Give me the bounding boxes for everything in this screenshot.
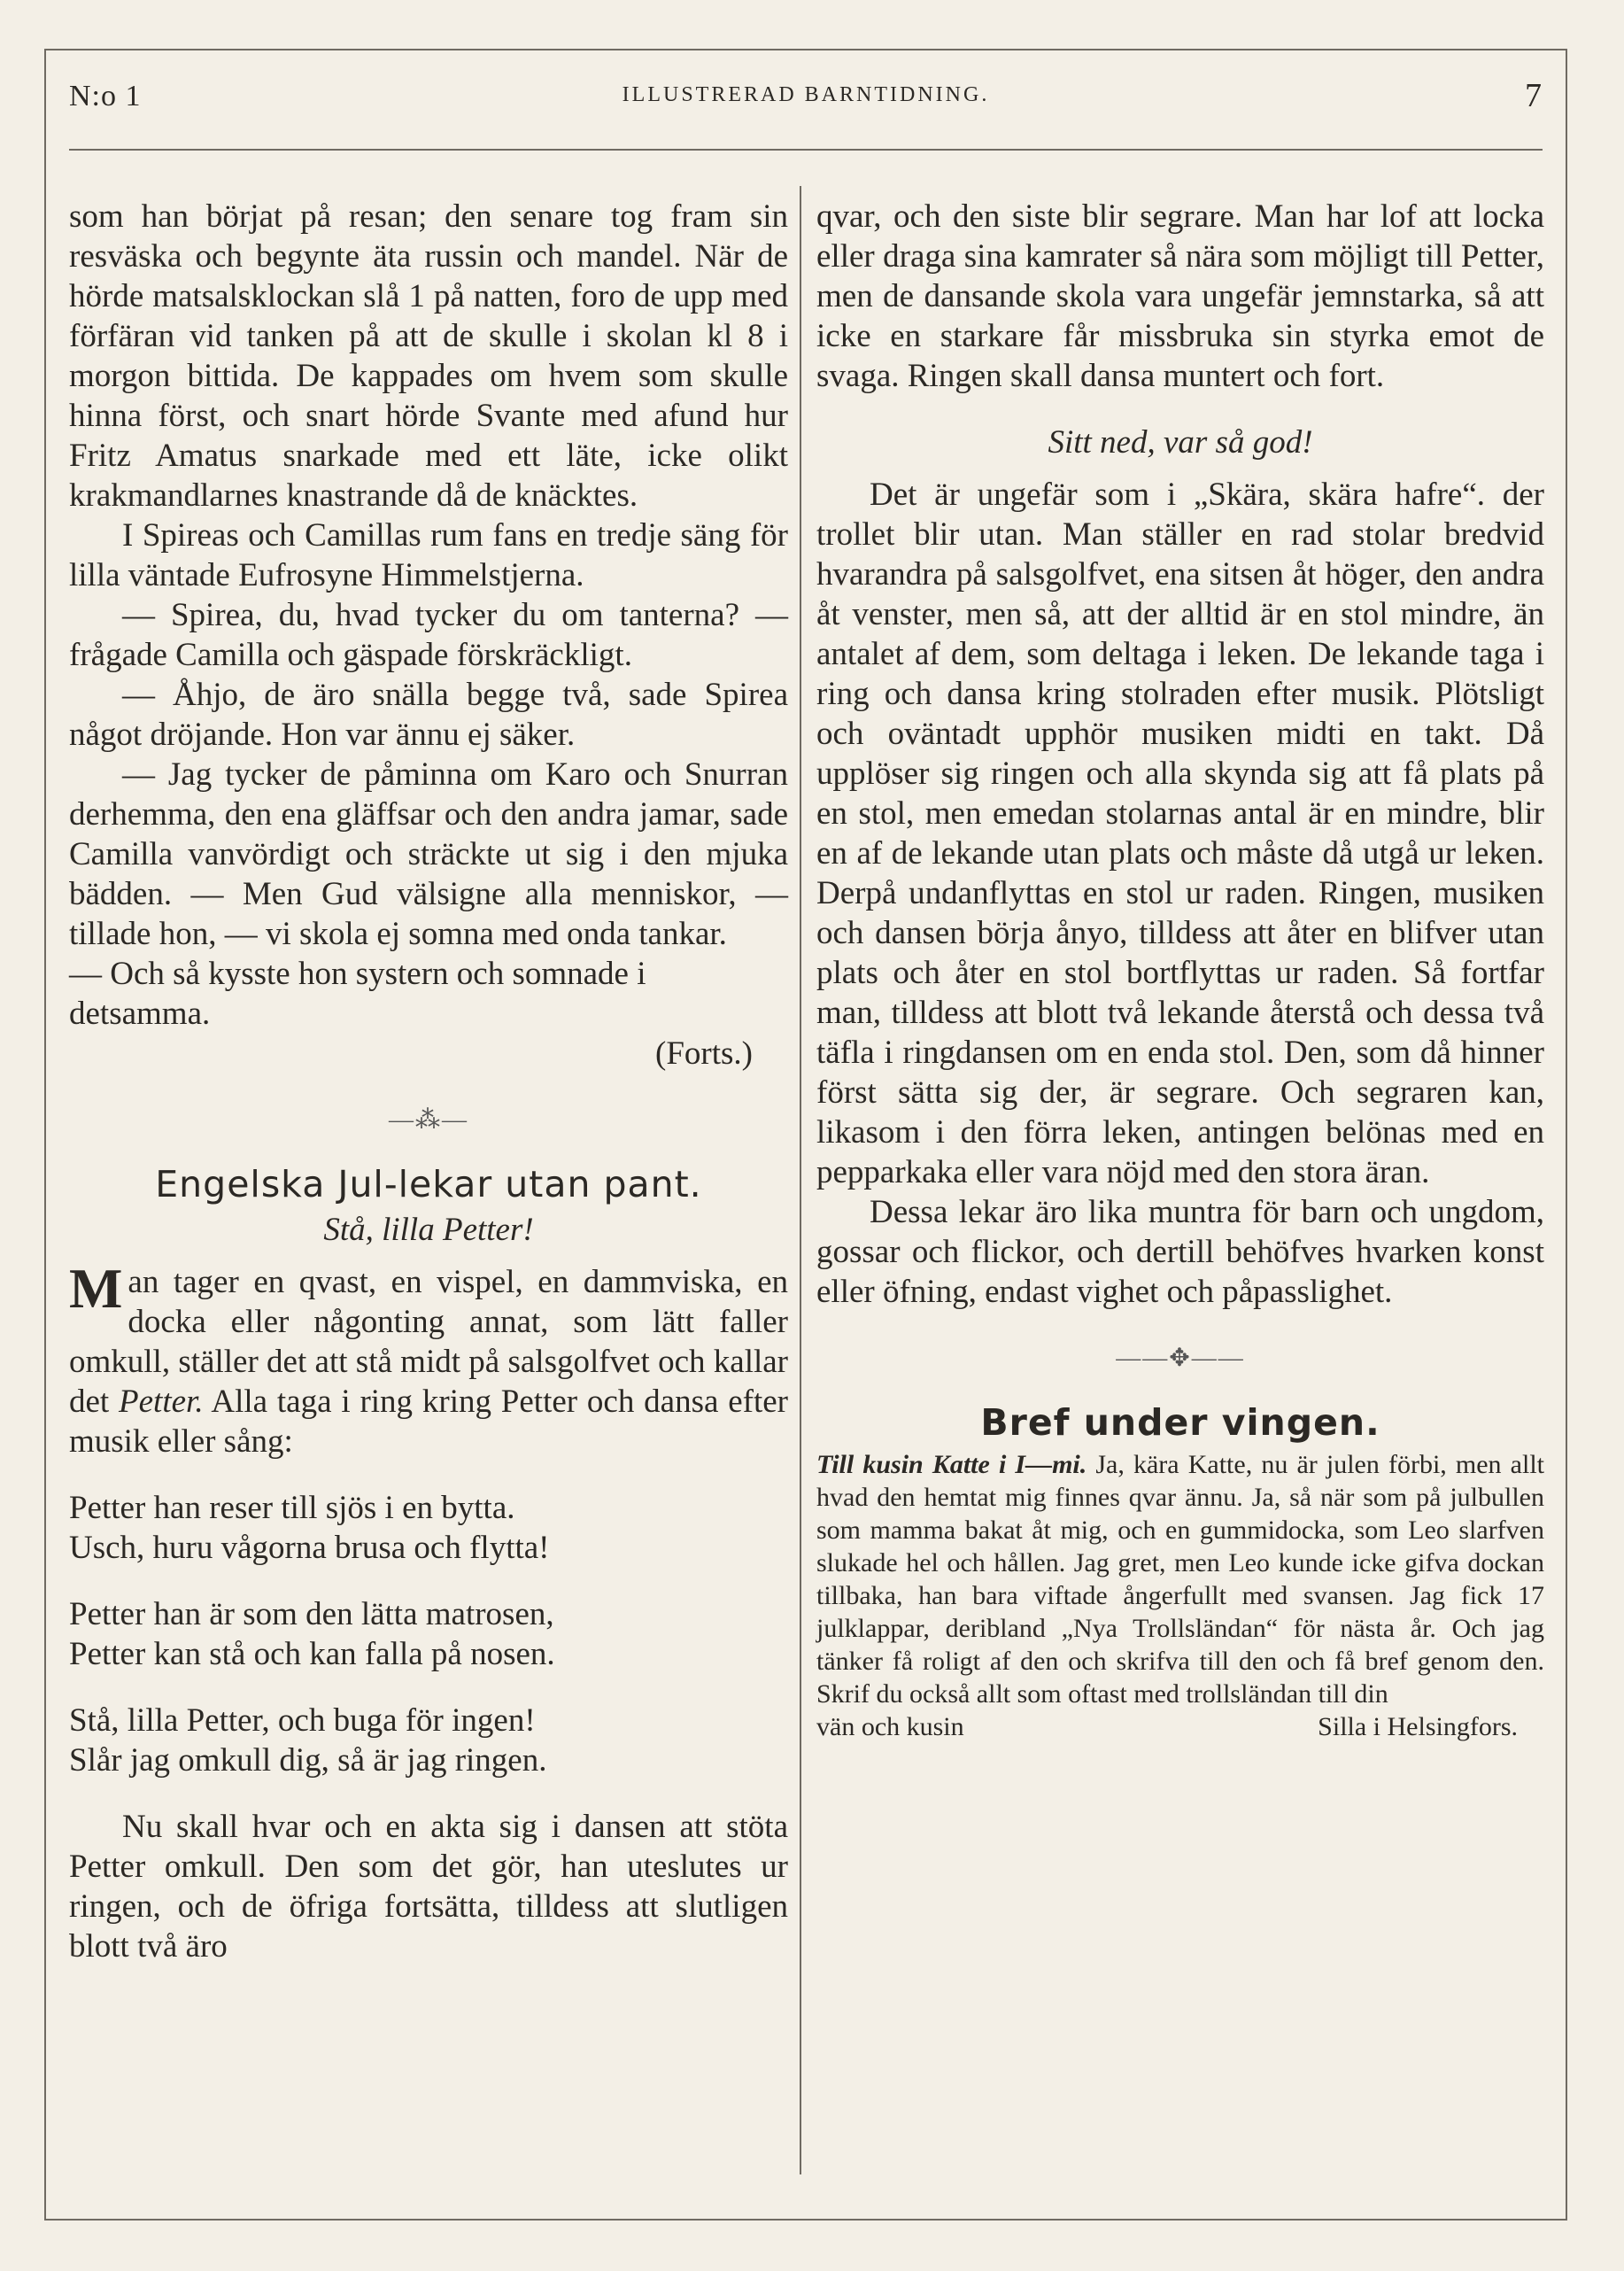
letter-salutation: Till kusin Katte i I—mi. <box>816 1450 1087 1479</box>
letter-body: Till kusin Katte i I—mi. Ja, kära Katte, nu är julen förbi, men allt hvad den hemtat mig finnes qvar ännu. Ja, så när som på julbullen som mamma bakat åt mig, och en gummidocka, som Leo slarfven slukade hel och hållen. Jag gret, men Leo kunde icke gifva dockan tillbaka, han bara viftade ångerfullt med svansen. Jag fick 17 julklappar, deribland „Nya Trollsländan“ för nästa år. Och jag tänker få roligt af den och skrifva till den och få bref genom den. Skrif du också allt som oftast med trollsländan till din <box>816 1450 1545 1709</box>
story-paragraph: som han börjat på resan; den senare tog fram sin resväska och begynte äta russin och mandel. När de hörde matsalsklockan slå 1 på natten, foro de upp med förfäran vid tanken på att de skulle i skolan kl 8 i morgon bittida. De kappades om hvem som skulle hinna först, och snart hörde Svante med afund hur Fritz Amatus snarkade med ett läte, icke olikt krakmandlarnes knastrande då de knäcktes. <box>69 198 788 514</box>
story-ending <box>69 954 788 1034</box>
section-divider: —⁂— <box>389 1106 468 1134</box>
letter-signature <box>816 1710 1544 1743</box>
letter-signer: Silla i Helsingfors. <box>1318 1712 1518 1741</box>
continued-row <box>69 1034 788 1073</box>
poem-stanza <box>69 1701 788 1780</box>
article-heading: Bref under vingen. <box>980 1401 1380 1444</box>
poem-line: Petter kan stå och kan falla på nosen. <box>69 1636 555 1672</box>
article-heading: Engelska Jul-lekar utan pant. <box>155 1163 702 1205</box>
story-paragraph: — Och så kysste hon systern och somnade i detsamma. <box>69 956 646 1032</box>
poem-line: Stå, lilla Petter, och buga för ingen! <box>69 1702 536 1739</box>
game-paragraph: Nu skall hvar och en akta sig i dansen att stöta Petter omkull. Den som det gör, han uteslutes ur ringen, och de öfriga fortsätta, tilldess att slutligen blott två äro <box>69 1809 788 1965</box>
story-paragraph: — Spirea, du, hvad tycker du om tanterna? — frågade Camilla och gäspade förskräckligt. <box>69 597 788 673</box>
letter-closing: vän och kusin <box>816 1712 964 1741</box>
game-paragraph: Man tager en qvast, en vispel, en dammviska, en docka eller någonting annat, som lätt faller omkull, ställer det att stå midt på salsgolfvet och kallar det Petter. Alla taga i ring kring Petter och dansa efter musik eller sång: <box>69 1257 788 1460</box>
page-header <box>69 71 1543 124</box>
story-paragraph: I Spireas och Camillas rum fans en tredje säng för lilla väntade Eufrosyne Himmelstjerna. <box>69 517 788 593</box>
poem-stanza <box>69 1488 788 1568</box>
story-paragraph: — Åhjo, de äro snälla begge två, sade Spirea något dröjande. Hon var ännu ej säker. <box>69 677 788 753</box>
left-column <box>69 197 788 1966</box>
issue-number: N:o 1 <box>69 80 142 112</box>
right-column <box>816 197 1544 1743</box>
continued-label: (Forts.) <box>655 1035 753 1072</box>
game-subtitle: Sitt ned, var så god! <box>1048 424 1313 461</box>
drop-cap: M <box>69 1257 123 1320</box>
poem-line: Slår jag omkull dig, så är jag ringen. <box>69 1742 547 1779</box>
game-paragraph: qvar, och den siste blir segrare. Man har lof att locka eller draga sina kamrater så nära som möjligt till Petter, men de dansande skola vara ungefär jemnstarka, så att icke en starkare får missbruka sin styrka emot de svaga. Ringen skall dansa muntert och fort. <box>816 198 1544 394</box>
page-number: 7 <box>1525 77 1543 114</box>
poem-line: Petter han är som den lätta matrosen, <box>69 1596 554 1632</box>
poem-stanza <box>69 1594 788 1674</box>
publication-title: ILLUSTRERAD BARNTIDNING. <box>622 83 990 106</box>
game-paragraph: Dessa lekar äro lika muntra för barn och ungdom, gossar och flickor, och dertill behöfves hvarken konst eller öfning, endast vighet och påpasslighet. <box>816 1194 1544 1310</box>
header-rule <box>69 149 1543 151</box>
story-paragraph: — Jag tycker de påminna om Karo och Snurran derhemma, den ena gläffsar och den andra jamar, sade Camilla vanvördigt och sträckte ut sig i den mjuka bädden. — Men Gud välsigne alla menniskor, — tillade hon, — vi skola ej somna med onda tankar. <box>69 756 788 952</box>
game-subtitle: Stå, lilla Petter! <box>323 1212 534 1248</box>
game-paragraph: Det är ungefär som i „Skära, skära hafre“. der trollet blir utan. Man ställer en rad stolar bredvid hvarandra på salsgolfvet, ena sitsen åt höger, den andra åt venster, men så, att der alltid är en stol mindre, än antalet af dem, som deltaga i leken. De lekande taga i ring och dansa kring stolraden efter musik. Plötsligt och oväntadt upphör musiken midti en takt. Då upplöser sig ringen och alla skynda sig att få plats på en stol, men emedan stolarnas antal är en mindre, blir en af de lekande utan plats och måste då utgå ur leken. Derpå undanflyttas en stol ur raden. Ringen, musiken och dansen börja ånyo, tilldess att åter en blifver utan plats och åter en stol bortflyttas ur raden. Så fortfar man, tilldess att blott två lekande återstå och dessa två täfla i ringdansen om en enda stol. Den, som då hinner först sätta sig der, är segrare. Och segraren kan, likasom i den förra leken, antingen belönas med en pepparkaka eller vara nöjd med den stora äran. <box>816 477 1544 1190</box>
section-divider: ——✥—— <box>1116 1345 1245 1372</box>
column-divider <box>800 186 801 2174</box>
poem-line: Usch, huru vågorna brusa och flytta! <box>69 1530 550 1566</box>
poem-line: Petter han reser till sjös i en bytta. <box>69 1490 515 1526</box>
